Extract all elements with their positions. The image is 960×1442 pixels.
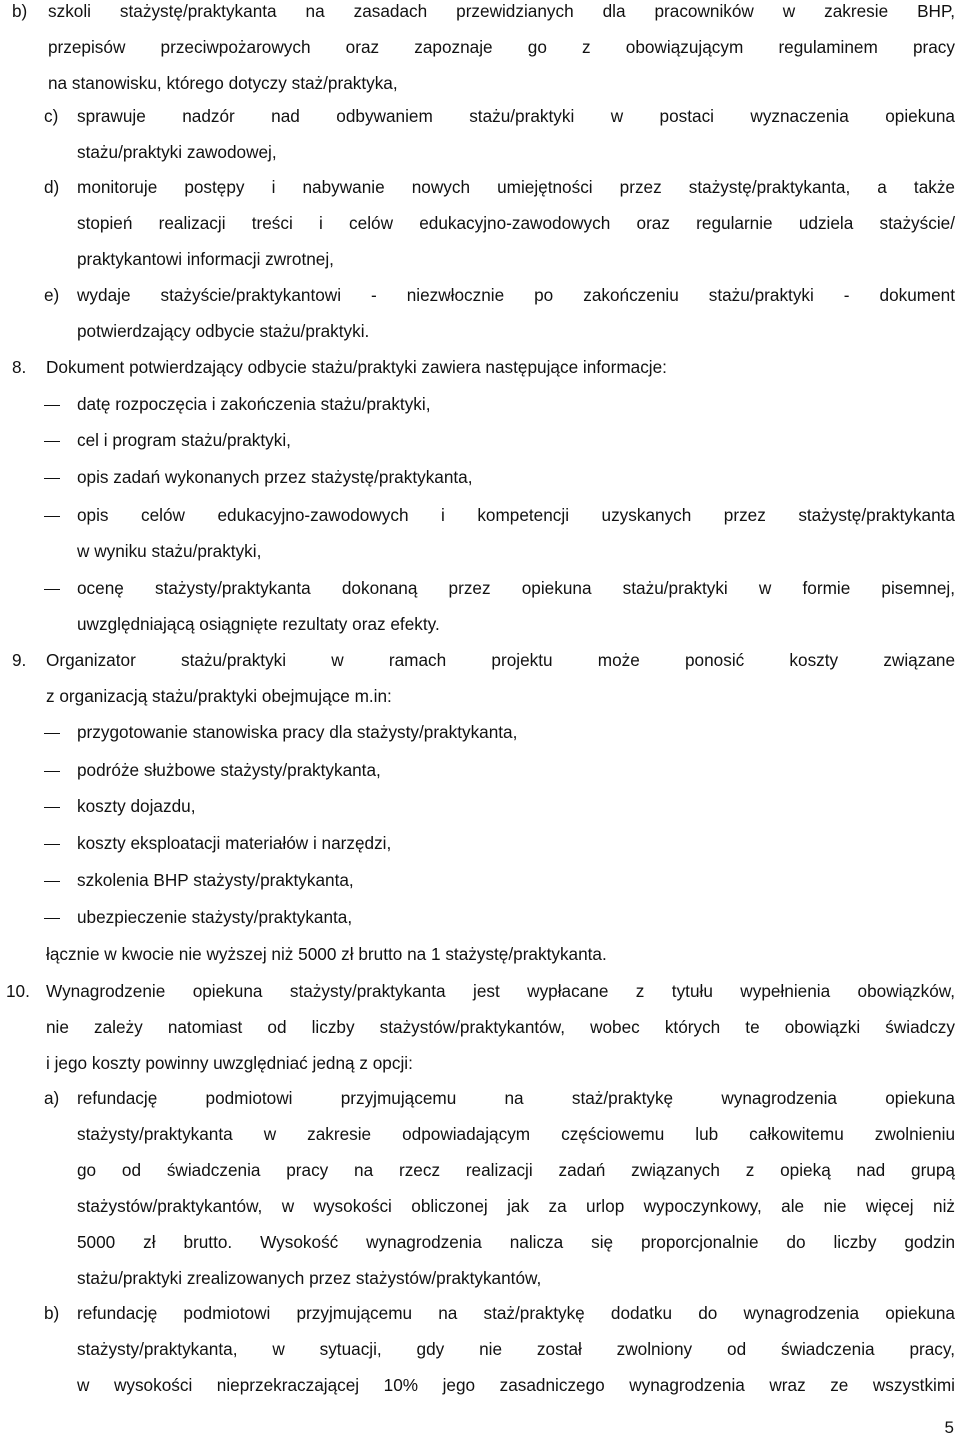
section-9-total	[46, 936, 955, 972]
text-line: stażysty/praktykanta w zakresie odpowiadającym częściowemu lub całkowitemu zwolnieniu	[77, 1124, 955, 1144]
section-8-heading	[46, 349, 955, 385]
text-line: stażysty/praktykanta, w sytuacji, gdy nie został zwolniony od świadczenia pracy,	[77, 1339, 955, 1359]
text-line: nie zależy natomiast od liczby stażystów/praktykantów, wobec których te obowiązki świadczy	[46, 1017, 955, 1037]
list-marker-b-2: b)	[44, 1303, 60, 1323]
text-line: łącznie w kwocie nie wyższej niż 5000 zł brutto na 1 stażystę/praktykanta.	[46, 944, 607, 964]
text-line: opis celów edukacyjno-zawodowych i kompetencji uzyskanych przez stażystę/praktykanta	[77, 505, 955, 525]
text-line: refundację podmiotowi przyjmującemu na staż/praktykę dodatku do wynagrodzenia opiekuna	[77, 1303, 955, 1323]
section-8-bullet-2	[77, 422, 955, 458]
text-line: w wyniku stażu/praktyki,	[77, 541, 262, 561]
dash-bullet	[44, 918, 60, 919]
text-line: opis zadań wykonanych przez stażystę/praktykanta,	[77, 467, 473, 487]
dash-bullet	[44, 807, 60, 808]
text-line: i jego koszty powinny uwzględniać jedną z opcji:	[46, 1053, 413, 1073]
section-9-bullet-6	[77, 899, 955, 935]
section-10-option-a	[77, 1080, 955, 1296]
text-line: stopień realizacji treści i celów edukacyjno-zawodowych oraz regularnie udziela stażyście/	[77, 213, 955, 233]
text-line: monitoruje postępy i nabywanie nowych umiejętności przez stażystę/praktykanta, a także	[77, 177, 955, 197]
text-line: Wynagrodzenie opiekuna stażysty/praktykanta jest wypłacane z tytułu wypełnienia obowiązków,	[46, 981, 955, 1001]
dash-bullet	[44, 589, 60, 590]
section-number-9: 9.	[12, 650, 27, 670]
section-10-heading	[46, 973, 955, 1081]
text-line: ocenę stażysty/praktykanta dokonaną przez opiekuna stażu/praktyki w formie pisemnej,	[77, 578, 955, 598]
section-9-heading	[46, 642, 955, 714]
list-item-c	[77, 98, 955, 170]
text-line: datę rozpoczęcia i zakończenia stażu/praktyki,	[77, 394, 431, 414]
list-item-e	[77, 277, 955, 349]
text-line: na stanowisku, którego dotyczy staż/praktyka,	[48, 73, 398, 93]
dash-bullet	[44, 441, 60, 442]
section-8-bullet-1	[77, 386, 955, 422]
dash-bullet	[44, 771, 60, 772]
list-marker-e: e)	[44, 285, 60, 305]
text-line: potwierdzający odbycie stażu/praktyki.	[77, 321, 370, 341]
section-10-option-b	[77, 1295, 955, 1403]
list-marker-a: a)	[44, 1088, 60, 1108]
text-line: szkoli stażystę/praktykanta na zasadach przewidzianych dla pracowników w zakresie BHP,	[48, 1, 955, 21]
text-line: Dokument potwierdzający odbycie stażu/praktyki zawiera następujące informacje:	[46, 357, 667, 377]
text-line: wydaje stażyście/praktykantowi - niezwłocznie po zakończeniu stażu/praktyki - dokument	[77, 285, 955, 305]
list-marker-d: d)	[44, 177, 60, 197]
section-8-bullet-4	[77, 497, 955, 569]
dash-bullet	[44, 405, 60, 406]
section-9-bullet-5	[77, 862, 955, 898]
text-line: praktykantowi informacji zwrotnej,	[77, 249, 334, 269]
text-line: sprawuje nadzór nad odbywaniem stażu/praktyki w postaci wyznaczenia opiekuna	[77, 106, 955, 126]
text-line: przepisów przeciwpożarowych oraz zapoznaje go z obowiązującym regulaminem pracy	[48, 37, 955, 57]
section-number-10: 10.	[6, 981, 30, 1001]
list-marker-b: b)	[12, 1, 28, 21]
text-line: w wysokości nieprzekraczającej 10% jego zasadniczego wynagrodzenia wraz ze wszystkimi	[77, 1375, 955, 1395]
text-line: go od świadczenia pracy na rzecz realizacji zadań związanych z opieką nad grupą	[77, 1160, 955, 1180]
page-number: 5	[944, 1418, 954, 1437]
section-9-bullet-1	[77, 714, 955, 750]
list-item-d	[77, 169, 955, 277]
text-line: 5000 zł brutto. Wysokość wynagrodzenia nalicza się proporcjonalnie do liczby godzin	[77, 1232, 955, 1252]
section-9-bullet-3	[77, 788, 955, 824]
text-line: cel i program stażu/praktyki,	[77, 430, 291, 450]
text-line: podróże służbowe stażysty/praktykanta,	[77, 760, 381, 780]
dash-bullet	[44, 733, 60, 734]
text-line: uwzględniającą osiągnięte rezultaty oraz efekty.	[77, 614, 440, 634]
list-item-b	[48, 0, 955, 101]
text-line: ubezpieczenie stażysty/praktykanta,	[77, 907, 353, 927]
text-line: z organizacją stażu/praktyki obejmujące m.in:	[46, 686, 392, 706]
text-line: koszty eksploatacji materiałów i narzędzi,	[77, 833, 392, 853]
dash-bullet	[44, 478, 60, 479]
section-9-bullet-2	[77, 752, 955, 788]
section-9-bullet-4	[77, 825, 955, 861]
section-number-8: 8.	[12, 357, 27, 377]
text-line: stażu/praktyki zawodowej,	[77, 142, 277, 162]
text-line: przygotowanie stanowiska pracy dla stażysty/praktykanta,	[77, 722, 518, 742]
dash-bullet	[44, 516, 60, 517]
dash-bullet	[44, 881, 60, 882]
text-line: szkolenia BHP stażysty/praktykanta,	[77, 870, 354, 890]
text-line: Organizator stażu/praktyki w ramach projektu może ponosić koszty związane	[46, 650, 955, 670]
text-line: stażu/praktyki zrealizowanych przez stażystów/praktykantów,	[77, 1268, 542, 1288]
section-8-bullet-5	[77, 570, 955, 642]
text-line: koszty dojazdu,	[77, 796, 196, 816]
text-line: refundację podmiotowi przyjmującemu na staż/praktykę wynagrodzenia opiekuna	[77, 1088, 955, 1108]
dash-bullet	[44, 844, 60, 845]
section-8-bullet-3	[77, 459, 955, 495]
text-line: stażystów/praktykantów, w wysokości obliczonej jak za urlop wypoczynkowy, ale nie więcej niż	[77, 1196, 955, 1216]
list-marker-c: c)	[44, 106, 59, 126]
